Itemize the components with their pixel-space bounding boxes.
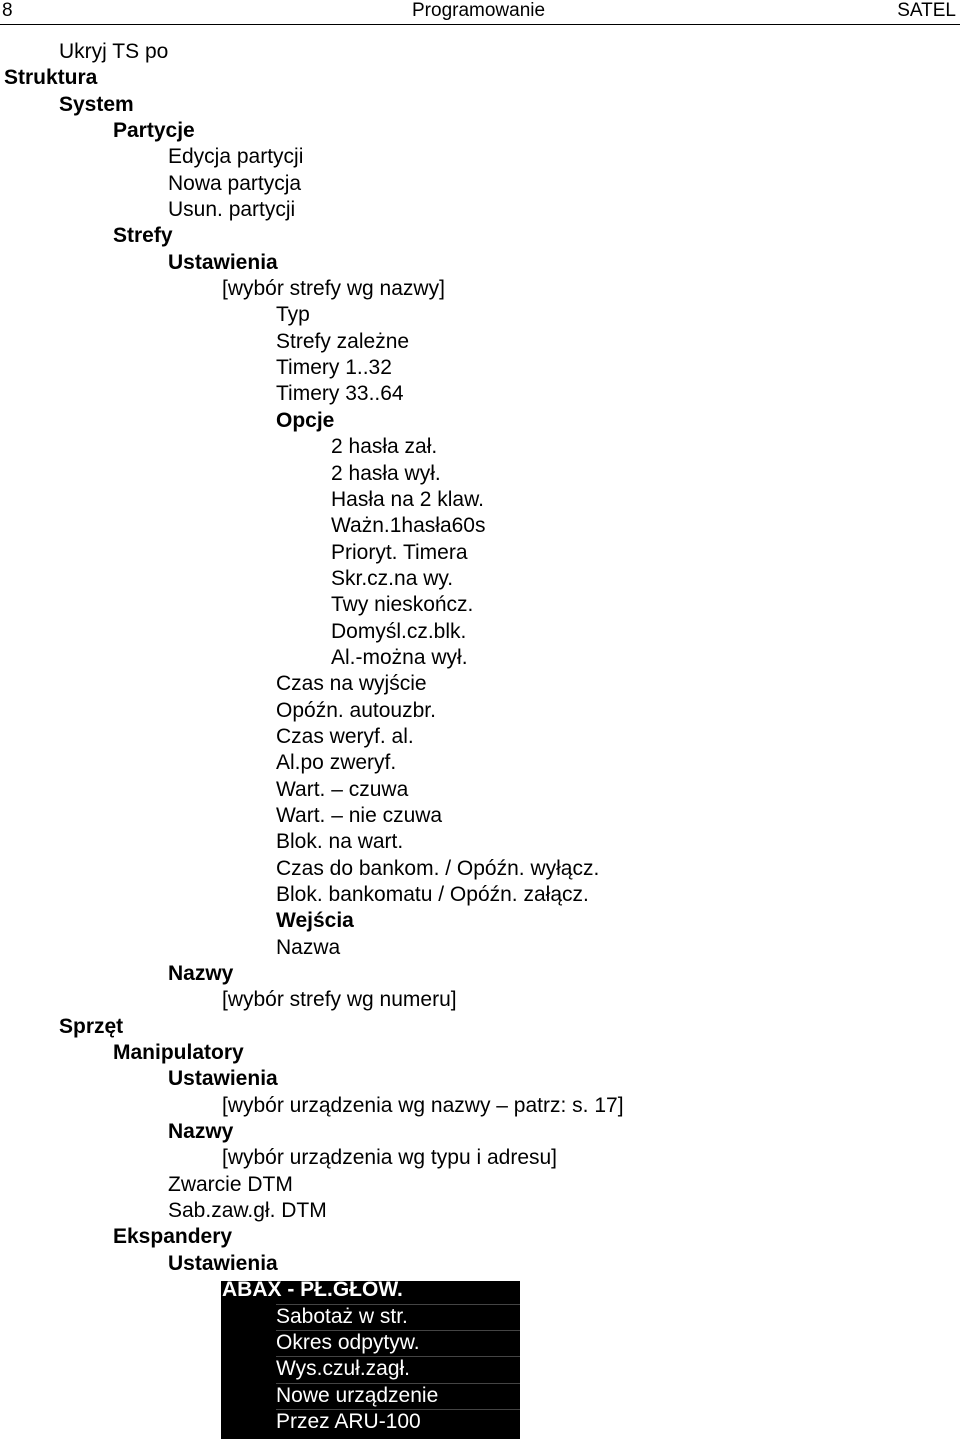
menu-item: Blok. na wart. (276, 830, 404, 854)
menu-item: Ustawienia (168, 1067, 278, 1091)
menu-item: Prioryt. Timera (331, 540, 468, 564)
page-header (0, 0, 960, 25)
menu-item: 2 hasła zał. (331, 435, 438, 459)
menu-item: Struktura (4, 66, 98, 90)
menu-item: Strefy zależne (276, 329, 410, 353)
menu-item: Wejścia (276, 909, 354, 933)
menu-item: 2 hasła wył. (331, 461, 441, 485)
menu-tree (0, 39, 624, 1435)
menu-item: Opcje (276, 408, 335, 432)
menu-item: Manipulatory (113, 1041, 244, 1065)
menu-item: Usun. partycji (168, 198, 296, 222)
menu-item: Twy nieskończ. (331, 593, 474, 617)
menu-item: [wybór urządzenia wg typu i adresu] (222, 1146, 558, 1170)
menu-item: Zwarcie DTM (168, 1172, 293, 1196)
menu-item: Przez ARU-100 (0, 1409, 624, 1435)
menu-item: Ważn.1hasła60s (331, 514, 486, 538)
menu-item: Czas weryf. al. (276, 724, 414, 748)
menu-item: Ekspandery (113, 1225, 233, 1249)
menu-item: Strefy (113, 224, 173, 248)
menu-item: Ukryj TS po (59, 40, 169, 63)
menu-item: Blok. bankomatu / Opóźn. załącz. (276, 883, 589, 906)
menu-item: Skr.cz.na wy. (331, 566, 454, 590)
menu-item: [wybór urządzenia wg nazwy – patrz: s. 17] (222, 1093, 624, 1117)
menu-item: Opóźn. autouzbr. (276, 698, 436, 722)
menu-item: Nowa partycja (168, 171, 302, 195)
menu-item: Ustawienia (168, 250, 278, 274)
menu-item: Al.-można wył. (331, 645, 468, 669)
page-number: 8 (2, 0, 13, 21)
menu-item: Ustawienia (168, 1251, 278, 1275)
menu-item: Wart. – czuwa (276, 777, 409, 801)
menu-item: Sprzęt (59, 1014, 124, 1038)
menu-item: Al.po zweryf. (276, 751, 397, 775)
section-title: Programowanie (412, 0, 546, 21)
menu-item: Nazwy (168, 1120, 234, 1144)
menu-item: Czas do bankom. / Opóźn. wyłącz. (276, 856, 600, 880)
menu-item: Edycja partycji (168, 145, 304, 169)
menu-item: Nowe urządzenie (0, 1383, 624, 1409)
menu-item: Nazwy (168, 962, 234, 986)
menu-item: ABAX - PŁ.GŁÓW. (222, 1278, 403, 1302)
menu-item: Sabotaż w str. (0, 1304, 624, 1330)
menu-item: Wys.czuł.zagł. (0, 1356, 624, 1382)
menu-item: System (59, 92, 134, 116)
menu-item: Okres odpytyw. (0, 1330, 624, 1356)
menu-item: Wart. – nie czuwa (276, 803, 443, 827)
menu-item: Sab.zaw.gł. DTM (168, 1199, 327, 1223)
menu-item: Domyśl.cz.blk. (331, 619, 467, 643)
menu-item: Partycje (113, 119, 195, 143)
brand-name: SATEL (897, 0, 956, 21)
menu-item: Timery 33..64 (276, 382, 404, 406)
menu-item: [wybór strefy wg nazwy] (222, 277, 445, 301)
menu-item: Nazwa (276, 935, 341, 959)
menu-item: Czas na wyjście (276, 672, 427, 696)
menu-item: Hasła na 2 klaw. (331, 487, 484, 511)
menu-item: Typ (276, 303, 310, 327)
menu-item: Timery 1..32 (276, 356, 392, 380)
menu-item: [wybór strefy wg numeru] (222, 988, 457, 1012)
